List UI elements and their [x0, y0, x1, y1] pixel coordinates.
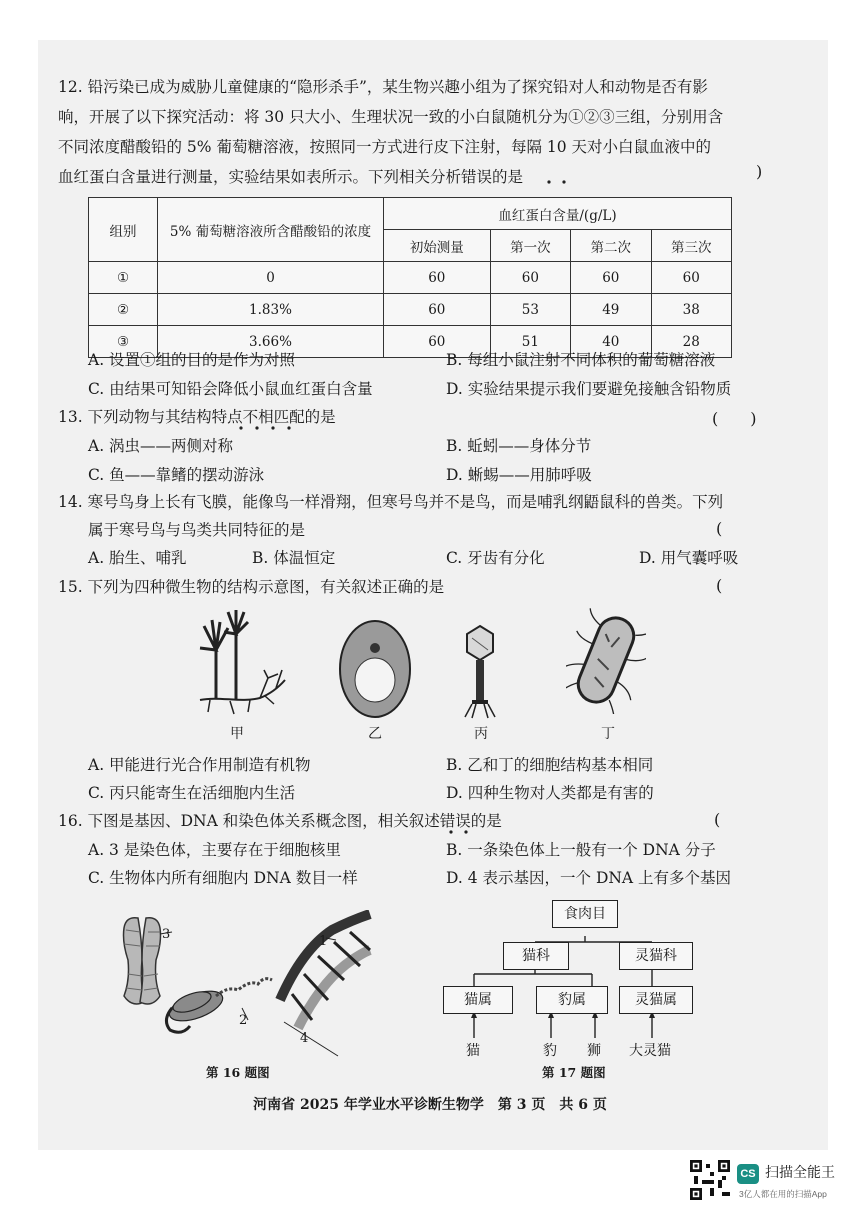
node-family-viverridae: 灵猫科: [619, 942, 693, 970]
cell-value: 53: [490, 294, 570, 326]
header-group: 组别: [89, 198, 158, 262]
cell-value: 60: [384, 262, 491, 294]
q16-emphasis: 错误: [439, 812, 471, 830]
emphasis-dots-q12: [545, 178, 585, 188]
lead-experiment-table: [88, 197, 732, 358]
subheader-first: 第一次: [490, 230, 570, 262]
cell-value: 40: [571, 326, 651, 358]
q12-option-a[interactable]: A. 设置①组的目的是作为对照: [88, 351, 296, 369]
q12-line-4: [58, 162, 723, 192]
node-genus-viverra: 灵猫属: [619, 986, 693, 1014]
q15-option-c[interactable]: C. 丙只能寄生在活细胞内生活: [88, 784, 296, 802]
emphasis-dots-q13: [238, 425, 308, 431]
label-jia: 甲: [230, 726, 244, 742]
cell-group: ①: [89, 262, 158, 294]
cell-concentration: 3.66%: [158, 326, 384, 358]
node-genus-felis: 猫属: [443, 986, 513, 1014]
question-13: [58, 405, 336, 427]
yeast-figure: [337, 618, 413, 720]
q13-answer-paren: ( ): [712, 409, 757, 428]
q16-text: 16. 下图是基因、DNA 和染色体关系概念图，相关叙述: [58, 812, 440, 830]
cell-value: 49: [571, 294, 651, 326]
q13-option-d[interactable]: D. 蜥蜴——用肺呼吸: [446, 466, 592, 484]
q15-answer-paren: (: [716, 576, 723, 595]
q14-option-b[interactable]: B. 体温恒定: [252, 549, 336, 567]
q12-option-b[interactable]: B. 每组小鼠注射不同体积的葡萄糖溶液: [446, 351, 716, 369]
leaf-leopard: 豹: [543, 1043, 557, 1059]
q12-option-c[interactable]: C. 由结果可知铅会降低小鼠血红蛋白含量: [88, 380, 373, 398]
cell-value: 38: [651, 294, 731, 326]
q13-option-c[interactable]: C. 鱼——靠鳍的摆动游泳: [88, 466, 265, 484]
q16-option-d[interactable]: D. 4 表示基因，一个 DNA 上有多个基因: [446, 869, 732, 887]
label-bing: 丙: [474, 726, 488, 742]
cell-value: 51: [490, 326, 570, 358]
chromosome-dna-figure: [112, 910, 372, 1060]
cell-concentration: 1.83%: [158, 294, 384, 326]
fig16-label-2: 2: [239, 1013, 248, 1028]
header-hemoglobin: 血红蛋白含量/(g/L): [384, 198, 732, 230]
fig16-label-3: 3: [162, 927, 171, 942]
question-12: [58, 72, 723, 192]
q12-line-4-end: 的是: [492, 168, 524, 186]
cell-value: 60: [384, 326, 491, 358]
leaf-large-civet: 大灵猫: [629, 1043, 671, 1059]
cell-value: 60: [651, 262, 731, 294]
q14-line-2: 属于寒号鸟与鸟类共同特征的是: [88, 521, 306, 539]
fig16-caption: 第 16 题图: [206, 1065, 270, 1080]
q15-option-b[interactable]: B. 乙和丁的细胞结构基本相同: [446, 756, 654, 774]
brand-tagline: 3亿人都在用的扫描App: [739, 1189, 827, 1199]
virus-figure: [462, 622, 498, 720]
subheader-third: 第三次: [651, 230, 731, 262]
question-16: [58, 809, 502, 831]
mold-figure: [190, 608, 290, 718]
node-family-felidae: 猫科: [503, 942, 569, 970]
q14-option-a[interactable]: A. 胎生、哺乳: [88, 549, 187, 567]
cell-group: ②: [89, 294, 158, 326]
q16-answer-paren: (: [714, 810, 721, 829]
leaf-lion: 狮: [587, 1043, 601, 1059]
q16-option-a[interactable]: A. 3 是染色体，主要存在于细胞核里: [88, 841, 341, 859]
cell-value: 60: [571, 262, 651, 294]
emphasis-dots-q16: [448, 829, 478, 835]
leaf-cat: 猫: [466, 1043, 480, 1059]
q15-option-d[interactable]: D. 四种生物对人类都是有害的: [446, 784, 654, 802]
subheader-second: 第二次: [571, 230, 651, 262]
fig16-label-1: 1: [319, 934, 328, 949]
q16-option-b[interactable]: B. 一条染色体上一般有一个 DNA 分子: [446, 841, 716, 859]
fig16-label-4: 4: [300, 1031, 309, 1046]
label-yi: 乙: [368, 726, 382, 742]
header-concentration: 5% 葡萄糖溶液所含醋酸铅的浓度: [158, 198, 384, 262]
cell-value: 60: [384, 294, 491, 326]
q13-option-b[interactable]: B. 蚯蚓——身体分节: [446, 437, 592, 455]
q12-option-d[interactable]: D. 实验结果提示我们要避免接触含铅物质: [446, 380, 732, 398]
q16-text-end: 的是: [470, 812, 502, 830]
q12-answer-paren: ): [756, 162, 763, 181]
table-row: [89, 262, 732, 294]
q14-option-d[interactable]: D. 用气囊呼吸: [639, 549, 739, 567]
q14-option-c[interactable]: C. 牙齿有分化: [446, 549, 545, 567]
node-order: 食肉目: [552, 900, 618, 928]
label-ding: 丁: [601, 726, 615, 742]
q12-emphasis-text: 错误: [461, 168, 493, 186]
cell-group: ③: [89, 326, 158, 358]
q13-emphasis: 不相匹配: [242, 408, 305, 426]
q13-text-end: 的是: [304, 408, 336, 426]
camscanner-logo-icon: CS: [737, 1164, 759, 1184]
fig17-caption: 第 17 题图: [542, 1065, 606, 1080]
q13-text: 13. 下列动物与其结构特点: [58, 408, 243, 426]
node-genus-panthera: 豹属: [536, 986, 608, 1014]
table-row: [89, 294, 732, 326]
cell-concentration: 0: [158, 262, 384, 294]
subheader-initial: 初始测量: [384, 230, 491, 262]
q12-line-2: 响，开展了以下探究活动：将 30 只大小、生理状况一致的小白鼠随机分为①②③三组，分别用含: [58, 108, 724, 126]
bacterium-figure: [566, 606, 646, 714]
q12-line-3: 不同浓度醋酸铅的 5% 葡萄糖溶液，按照同一方式进行皮下注射，每隔 10 天对小白鼠血液中的: [58, 138, 712, 156]
cell-value: 60: [490, 262, 570, 294]
page-footer: 河南省 2025 年学业水平诊断生物学 第 3 页 共 6 页: [253, 1097, 607, 1113]
q12-line-4-text: 血红蛋白含量进行测量，实验结果如表所示。下列相关分析: [58, 168, 462, 186]
qr-code-icon: [690, 1160, 730, 1200]
q12-emphasis: [461, 168, 492, 186]
q16-option-c[interactable]: C. 生物体内所有细胞内 DNA 数目一样: [88, 869, 358, 887]
q14-answer-paren: (: [716, 519, 723, 538]
q15-option-a[interactable]: A. 甲能进行光合作用制造有机物: [88, 756, 311, 774]
q13-option-a[interactable]: A. 涡虫——两侧对称: [88, 437, 234, 455]
q14-line-1: 14. 寒号鸟身上长有飞膜，能像鸟一样滑翔，但寒号鸟并不是鸟，而是哺乳纲鼯鼠科的兽类。下列: [58, 493, 724, 511]
q12-line-1: 12. 铅污染已成为威胁儿童健康的“隐形杀手”，某生物兴趣小组为了探究铅对人和动物是否有影: [58, 78, 708, 96]
brand-name: 扫描全能王: [765, 1164, 835, 1180]
question-15: 15. 下列为四种微生物的结构示意图，有关叙述正确的是: [58, 578, 445, 596]
cell-value: 28: [651, 326, 731, 358]
